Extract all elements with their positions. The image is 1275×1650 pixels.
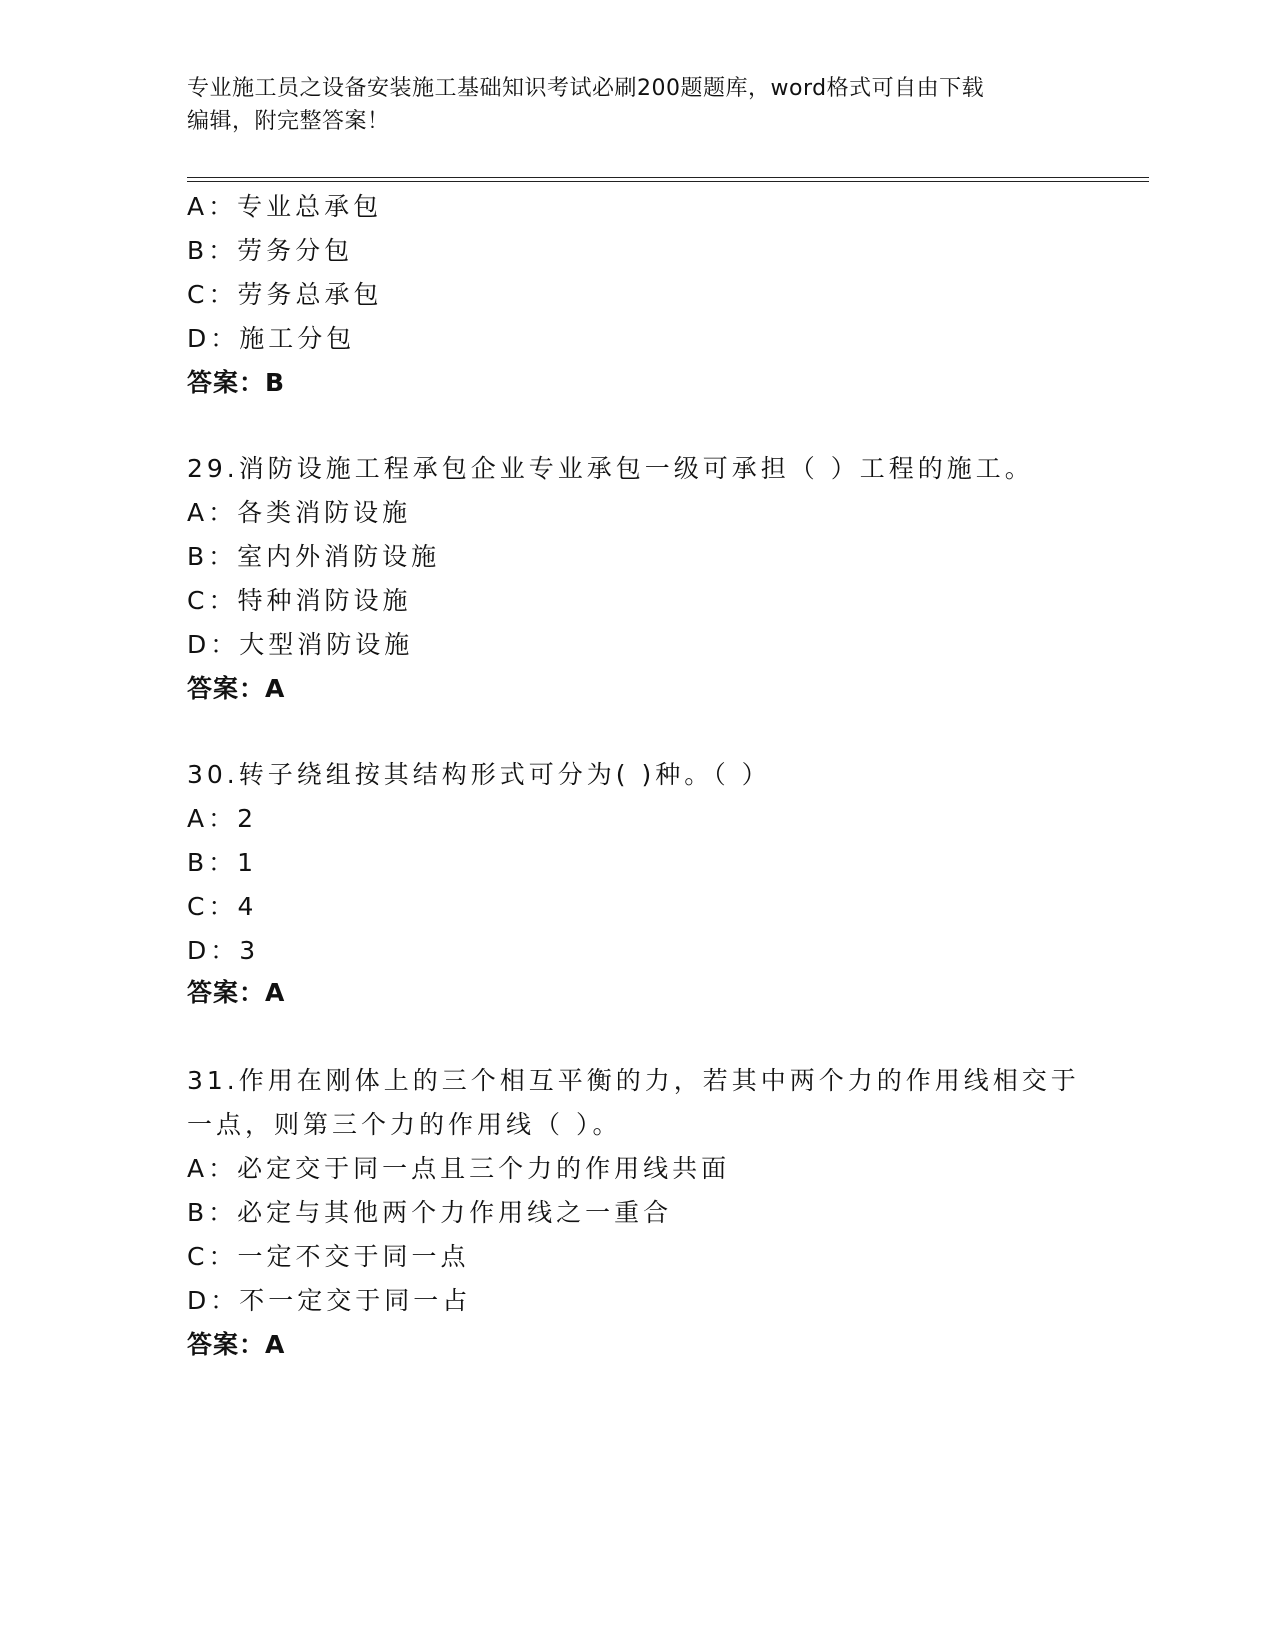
q29-answer: 答案：A [187, 674, 286, 703]
q30-option-d: D：3 [187, 936, 260, 965]
header-line-2: 编辑，附完整答案！ [187, 109, 390, 134]
q29-option-b: B：室内外消防设施 [187, 542, 441, 571]
q28-option-c: C：劳务总承包 [187, 280, 383, 309]
q29-question: 29.消防设施工程承包企业专业承包一级可承担（ ）工程的施工。 [187, 454, 1034, 483]
q29-option-c: C：特种消防设施 [187, 586, 412, 615]
q31-answer: 答案：A [187, 1330, 286, 1359]
q30-option-b: B：1 [187, 848, 258, 877]
q30-answer: 答案：A [187, 978, 286, 1007]
header-line-1: 专业施工员之设备安装施工基础知识考试必刷200题题库，word格式可自由下载 [187, 76, 985, 101]
q28-option-d: D：施工分包 [187, 324, 356, 353]
q31-option-c: C：一定不交于同一点 [187, 1242, 470, 1271]
q30-question: 30.转子绕组按其结构形式可分为( )种。（ ） [187, 760, 771, 789]
header-divider-top [187, 177, 1149, 178]
q31-question-line-1: 31.作用在刚体上的三个相互平衡的力，若其中两个力的作用线相交于 [187, 1066, 1080, 1095]
q28-option-b: B：劳务分包 [187, 236, 354, 265]
q29-option-d: D：大型消防设施 [187, 630, 414, 659]
header-divider-bottom [187, 181, 1149, 182]
q31-question-line-2: 一点，则第三个力的作用线（ ）。 [187, 1110, 622, 1139]
document-header [187, 72, 1067, 138]
q31-option-d: D：不一定交于同一占 [187, 1286, 472, 1315]
q30-option-c: C：4 [187, 892, 258, 921]
q28-answer: 答案：B [187, 368, 286, 397]
q29-option-a: A：各类消防设施 [187, 498, 412, 527]
q28-option-a: A：专业总承包 [187, 192, 383, 221]
q31-option-b: B：必定与其他两个力作用线之一重合 [187, 1198, 673, 1227]
q31-option-a: A：必定交于同一点且三个力的作用线共面 [187, 1154, 731, 1183]
q30-option-a: A：2 [187, 804, 258, 833]
